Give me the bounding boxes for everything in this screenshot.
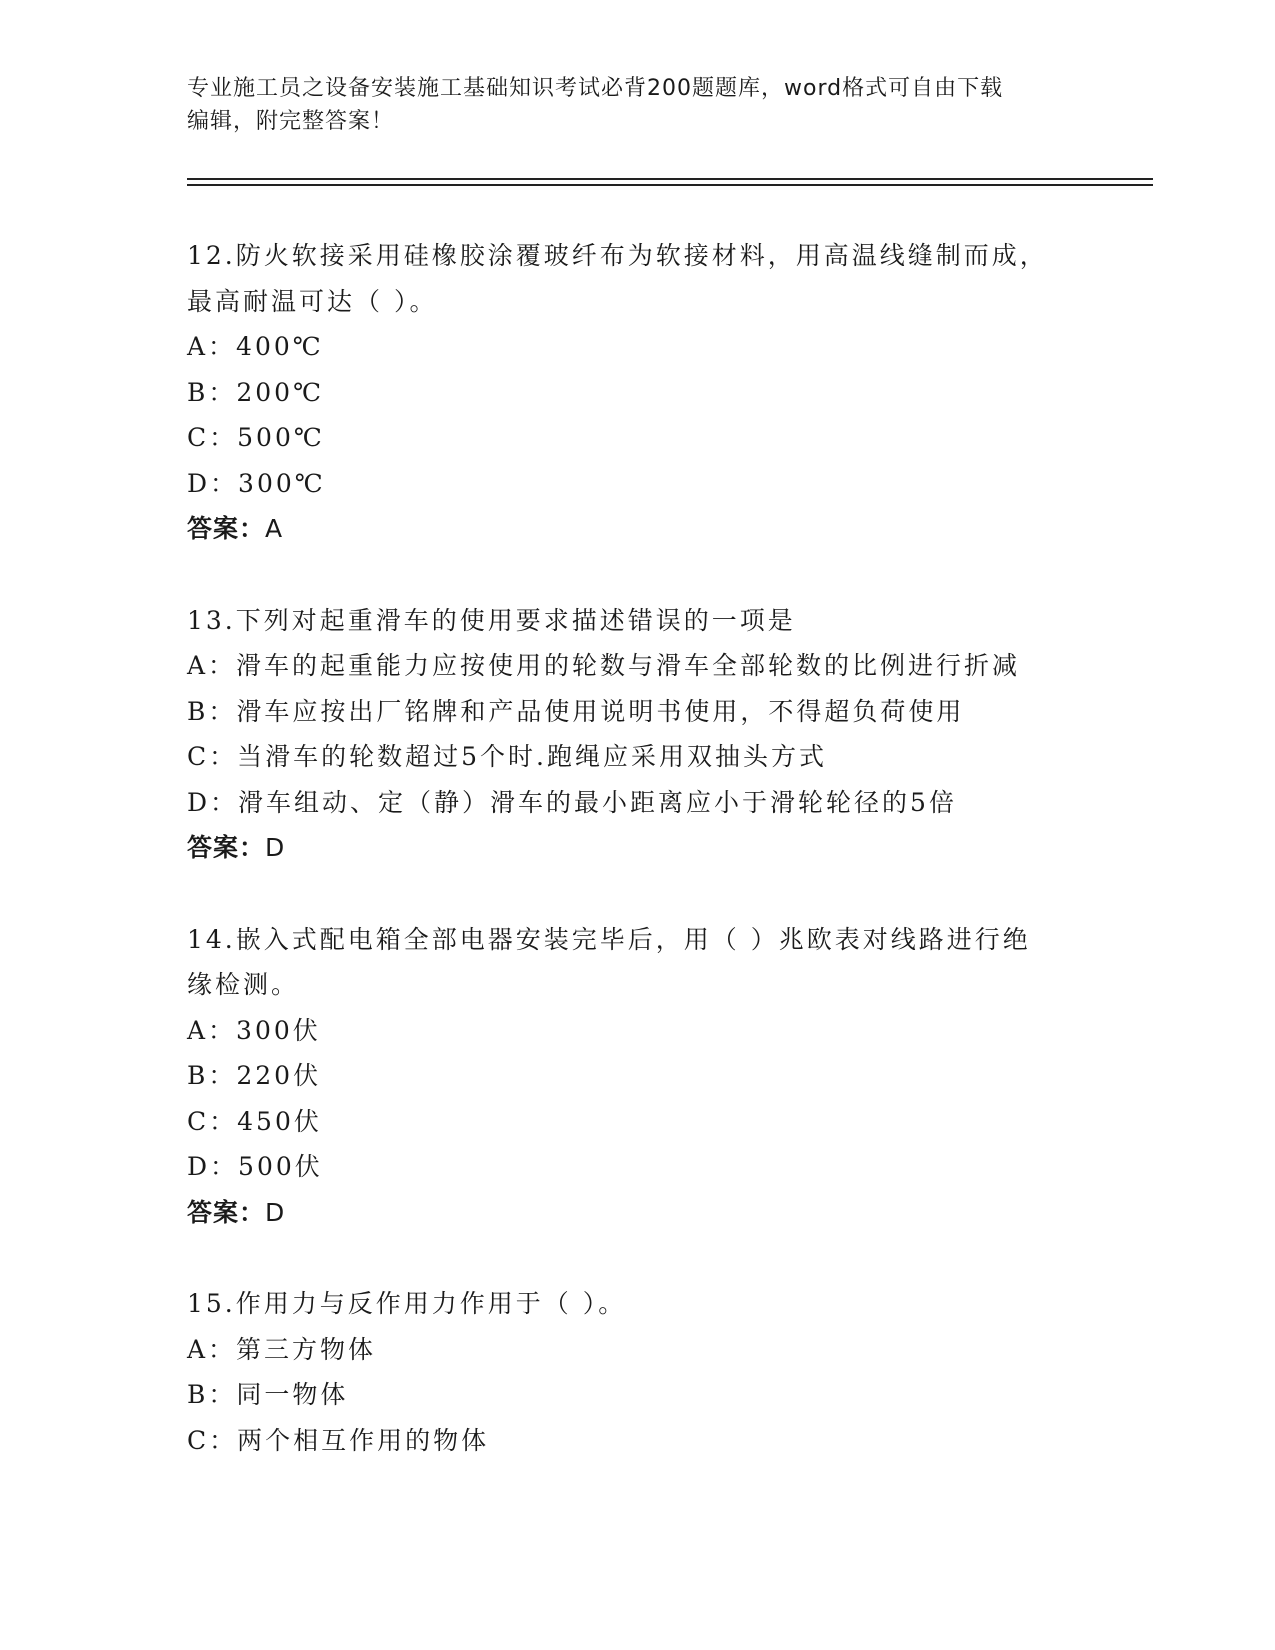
question-stem-line-2: 最高耐温可达（ ）。: [187, 286, 438, 316]
option-c: C：500℃: [187, 423, 325, 452]
option-a: A：滑车的起重能力应按使用的轮数与滑车全部轮数的比例进行折减: [187, 651, 1021, 680]
question-list: [187, 233, 1087, 1509]
question-15: [187, 1281, 1087, 1463]
option-d: D：500伏: [187, 1152, 323, 1181]
document-header: [187, 72, 1067, 138]
option-a: A：400℃: [187, 332, 324, 361]
option-a: A：第三方物体: [187, 1334, 377, 1364]
answer: [187, 1190, 1087, 1236]
header-divider-bottom: [187, 184, 1153, 186]
option-c: C：两个相互作用的物体: [187, 1425, 490, 1455]
question-stem-line-1: 13.下列对起重滑车的使用要求描述错误的一项是: [187, 605, 796, 635]
answer-label: 答案：: [187, 514, 266, 543]
question-14: [187, 917, 1087, 1236]
option-d: D：滑车组动、定（静）滑车的最小距离应小于滑轮轮径的5倍: [187, 787, 957, 817]
question-13: [187, 598, 1087, 871]
header-title-line-2: 编辑，附完整答案！: [187, 109, 395, 134]
question-stem: [187, 1281, 1087, 1327]
answer-label: 答案：: [187, 833, 266, 862]
answer: [187, 825, 1087, 871]
question-stem-line-1: 14.嵌入式配电箱全部电器安装完毕后，用（ ）兆欧表对线路进行绝: [187, 924, 1031, 954]
question-12: [187, 233, 1087, 552]
option-b: B：同一物体: [187, 1380, 349, 1409]
question-stem: [187, 598, 1087, 644]
answer-label: 答案：: [187, 1197, 266, 1227]
question-stem: [187, 233, 1087, 324]
option-b: B：滑车应按出厂铭牌和产品使用说明书使用，不得超负荷使用: [187, 696, 965, 726]
question-stem: [187, 917, 1087, 1008]
question-stem-line-2: 缘检测。: [187, 970, 300, 999]
answer-value: D: [265, 833, 286, 862]
option-b: B：220伏: [187, 1061, 322, 1090]
answer: [187, 506, 1087, 552]
answer-value: D: [265, 1197, 286, 1227]
header-title-line-1: 专业施工员之设备安装施工基础知识考试必背200题题库，word格式可自由下载: [187, 76, 1004, 101]
answer-value: A: [265, 514, 284, 543]
header-divider-top: [187, 178, 1153, 180]
question-stem-line-1: 15.作用力与反作用力作用于（ ）。: [187, 1289, 627, 1318]
option-d: D：300℃: [187, 468, 326, 498]
question-stem-line-1: 12.防火软接采用硅橡胶涂覆玻纤布为软接材料，用高温线缝制而成，: [187, 241, 1048, 270]
option-a: A：300伏: [187, 1015, 321, 1045]
option-c: C：450伏: [187, 1106, 322, 1136]
option-c: C：当滑车的轮数超过5个时.跑绳应采用双抽头方式: [187, 742, 827, 771]
option-b: B：200℃: [187, 377, 325, 407]
